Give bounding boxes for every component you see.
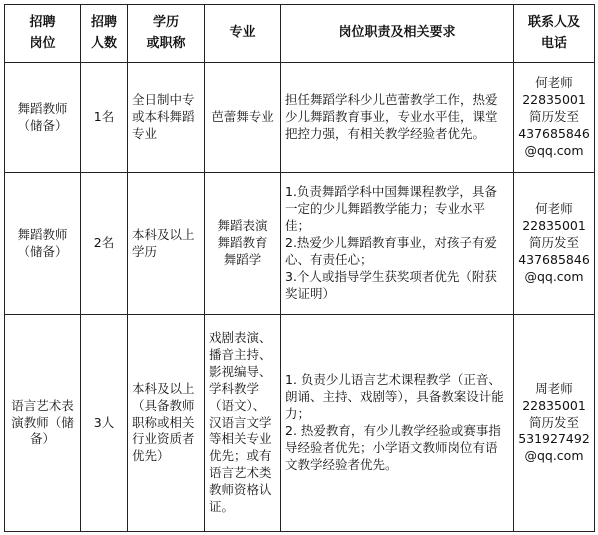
contact-name: 何老师 bbox=[535, 201, 573, 217]
cell-major: 戏剧表演、播音主持、影视编导、学科教学（语文）、汉语言文学等相关专业优先；或有语言艺术类教师资格认证。 bbox=[205, 315, 281, 532]
cell-education: 本科及以上（具备教师职称或相关行业资质者优先） bbox=[128, 315, 205, 532]
table-row bbox=[5, 173, 595, 315]
cell-contact bbox=[514, 63, 595, 173]
contact-phone: 22835001 bbox=[522, 397, 586, 413]
header-count: 招聘 人数 bbox=[81, 5, 128, 63]
contact-email-domain: @qq.com bbox=[524, 448, 584, 464]
cell-count: 2名 bbox=[81, 173, 128, 315]
header-contact: 联系人及 电话 bbox=[514, 5, 595, 63]
cell-major: 芭蕾舞专业 bbox=[205, 63, 281, 173]
contact-resume-label: 简历发至 bbox=[528, 235, 579, 251]
cell-position: 语言艺术表演教师（储备） bbox=[5, 315, 81, 532]
header-row bbox=[5, 5, 595, 63]
contact-phone: 22835001 bbox=[522, 218, 586, 234]
recruitment-table bbox=[4, 4, 595, 532]
table-row bbox=[5, 315, 595, 532]
table-row bbox=[5, 63, 595, 173]
header-duties: 岗位职责及相关要求 bbox=[281, 5, 514, 63]
contact-name: 何老师 bbox=[535, 75, 573, 91]
cell-contact bbox=[514, 315, 595, 532]
cell-education: 全日制中专或本科舞蹈专业 bbox=[128, 63, 205, 173]
header-position: 招聘 岗位 bbox=[5, 5, 81, 63]
contact-email-domain: @qq.com bbox=[524, 142, 584, 158]
cell-duties: 1.负责舞蹈学科中国舞课程教学，具备一定的少儿舞蹈教学能力；专业水平佳； 2.热爱少儿舞蹈教育事业，对孩子有爱心、有责任心； 3.个人或指导学生获奖项者优先（附获奖证明） bbox=[281, 173, 514, 315]
contact-resume-label: 简历发至 bbox=[528, 109, 579, 125]
cell-position: 舞蹈教师 （储备） bbox=[5, 173, 81, 315]
contact-name: 周老师 bbox=[535, 380, 573, 396]
contact-email-user: 437685846 bbox=[518, 125, 590, 141]
header-education: 学历 或职称 bbox=[128, 5, 205, 63]
cell-count: 3人 bbox=[81, 315, 128, 532]
contact-resume-label: 简历发至 bbox=[528, 414, 579, 430]
cell-major: 舞蹈表演 舞蹈教育 舞蹈学 bbox=[205, 173, 281, 315]
cell-duties: 担任舞蹈学科少儿芭蕾教学工作，热爱少儿舞蹈教育事业，专业水平佳，课堂把控力强，有相关教学经验者优先。 bbox=[281, 63, 514, 173]
cell-contact bbox=[514, 173, 595, 315]
cell-education: 本科及以上学历 bbox=[128, 173, 205, 315]
cell-count: 1名 bbox=[81, 63, 128, 173]
contact-email-domain: @qq.com bbox=[524, 268, 584, 284]
cell-duties: 1. 负责少儿语言艺术课程教学（正音、朗诵、主持、戏剧等），具备教案设计能力； 2. 热爱教育，有少儿教学经验或赛事指导经验者优先；小学语文教师岗位有语文教学经验者优先。 bbox=[281, 315, 514, 532]
header-major: 专业 bbox=[205, 5, 281, 63]
cell-position: 舞蹈教师 （储备） bbox=[5, 63, 81, 173]
contact-email-user: 531927492 bbox=[518, 431, 590, 447]
contact-phone: 22835001 bbox=[522, 92, 586, 108]
contact-email-user: 437685846 bbox=[518, 251, 590, 267]
